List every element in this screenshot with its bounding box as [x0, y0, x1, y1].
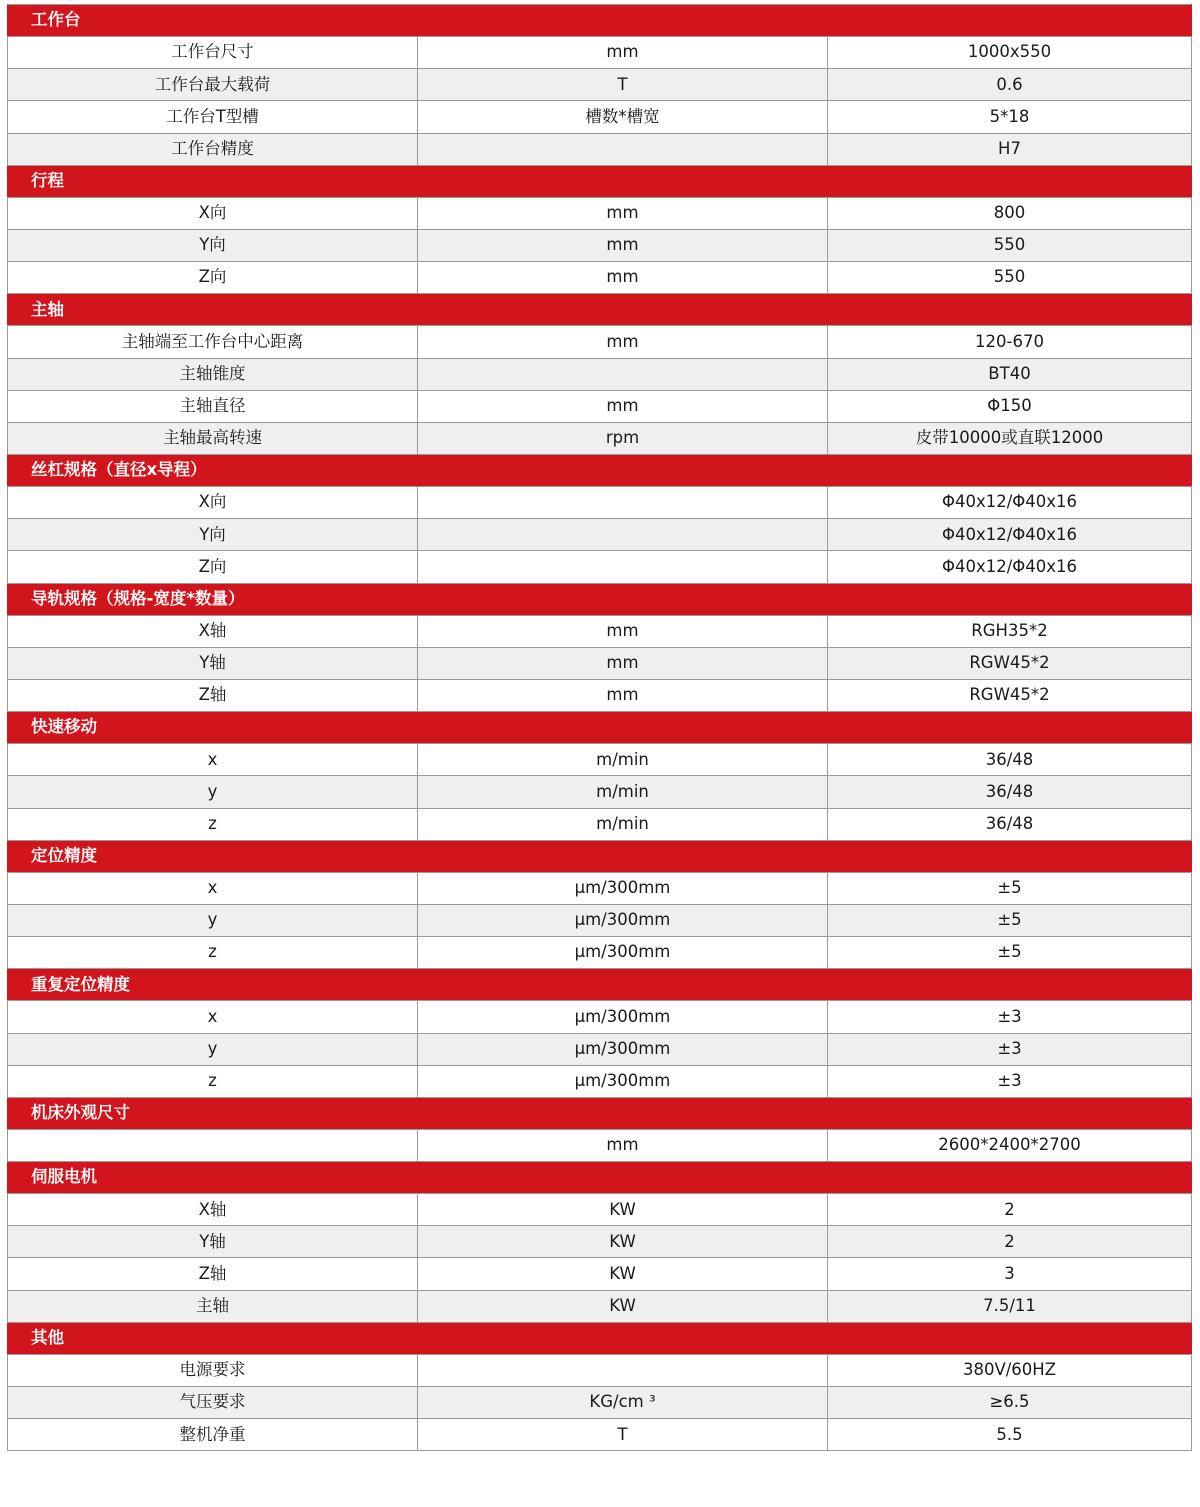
- table-row: [8, 390, 1192, 422]
- unit-cell: μm/300mm: [418, 904, 828, 936]
- param-name-cell: 主轴直径: [8, 390, 418, 422]
- param-name-cell: 主轴: [8, 1290, 418, 1322]
- section-title: 丝杠规格（直径x导程）: [8, 454, 1192, 486]
- table-row: [8, 1194, 1192, 1226]
- table-row: [8, 1129, 1192, 1161]
- param-name-cell: 主轴锥度: [8, 358, 418, 390]
- section-title: 快速移动: [8, 712, 1192, 744]
- value-cell: ±5: [828, 872, 1192, 904]
- table-row: [8, 1065, 1192, 1097]
- param-name-cell: y: [8, 776, 418, 808]
- section-header: [8, 969, 1192, 1001]
- param-name-cell: X向: [8, 197, 418, 229]
- unit-cell: μm/300mm: [418, 937, 828, 969]
- unit-cell: m/min: [418, 744, 828, 776]
- table-row: [8, 551, 1192, 583]
- unit-cell: KW: [418, 1290, 828, 1322]
- param-name-cell: y: [8, 1033, 418, 1065]
- param-name-cell: Z轴: [8, 1258, 418, 1290]
- table-row: [8, 904, 1192, 936]
- param-name-cell: 工作台T型槽: [8, 101, 418, 133]
- table-row: [8, 422, 1192, 454]
- param-name-cell: Y向: [8, 519, 418, 551]
- value-cell: ±3: [828, 1001, 1192, 1033]
- table-row: [8, 615, 1192, 647]
- value-cell: 3: [828, 1258, 1192, 1290]
- param-name-cell: 工作台最大载荷: [8, 69, 418, 101]
- param-name-cell: x: [8, 1001, 418, 1033]
- param-name-cell: x: [8, 744, 418, 776]
- param-name-cell: x: [8, 872, 418, 904]
- param-name-cell: X向: [8, 487, 418, 519]
- unit-cell: mm: [418, 615, 828, 647]
- table-row: [8, 1033, 1192, 1065]
- value-cell: H7: [828, 133, 1192, 165]
- spec-table: [7, 4, 1192, 1451]
- value-cell: 120-670: [828, 326, 1192, 358]
- table-row: [8, 1001, 1192, 1033]
- value-cell: 36/48: [828, 808, 1192, 840]
- param-name-cell: z: [8, 1065, 418, 1097]
- section-title: 其他: [8, 1322, 1192, 1354]
- table-row: [8, 937, 1192, 969]
- value-cell: 5*18: [828, 101, 1192, 133]
- param-name-cell: Y向: [8, 229, 418, 261]
- unit-cell: mm: [418, 390, 828, 422]
- section-header: [8, 1097, 1192, 1129]
- value-cell: 0.6: [828, 69, 1192, 101]
- table-row: [8, 69, 1192, 101]
- param-name-cell: 主轴端至工作台中心距离: [8, 326, 418, 358]
- unit-cell: rpm: [418, 422, 828, 454]
- unit-cell: mm: [418, 326, 828, 358]
- unit-cell: KW: [418, 1226, 828, 1258]
- table-row: [8, 1419, 1192, 1451]
- section-title: 主轴: [8, 294, 1192, 326]
- section-title: 导轨规格（规格-宽度*数量）: [8, 583, 1192, 615]
- value-cell: 2: [828, 1226, 1192, 1258]
- value-cell: Φ40x12/Φ40x16: [828, 487, 1192, 519]
- unit-cell: [418, 1354, 828, 1386]
- table-row: [8, 358, 1192, 390]
- table-row: [8, 1354, 1192, 1386]
- table-row: [8, 808, 1192, 840]
- param-name-cell: y: [8, 904, 418, 936]
- value-cell: ±5: [828, 904, 1192, 936]
- section-title: 重复定位精度: [8, 969, 1192, 1001]
- unit-cell: mm: [418, 197, 828, 229]
- value-cell: RGH35*2: [828, 615, 1192, 647]
- section-header: [8, 165, 1192, 197]
- section-header: [8, 712, 1192, 744]
- table-row: [8, 1226, 1192, 1258]
- value-cell: 2: [828, 1194, 1192, 1226]
- param-name-cell: 工作台精度: [8, 133, 418, 165]
- unit-cell: mm: [418, 229, 828, 261]
- table-row: [8, 37, 1192, 69]
- table-row: [8, 872, 1192, 904]
- param-name-cell: z: [8, 808, 418, 840]
- table-row: [8, 647, 1192, 679]
- value-cell: Φ40x12/Φ40x16: [828, 519, 1192, 551]
- value-cell: BT40: [828, 358, 1192, 390]
- param-name-cell: 工作台尺寸: [8, 37, 418, 69]
- unit-cell: [418, 358, 828, 390]
- value-cell: 皮带10000或直联12000: [828, 422, 1192, 454]
- table-row: [8, 101, 1192, 133]
- section-title: 工作台: [8, 5, 1192, 37]
- unit-cell: [418, 133, 828, 165]
- unit-cell: [418, 487, 828, 519]
- table-row: [8, 229, 1192, 261]
- param-name-cell: 整机净重: [8, 1419, 418, 1451]
- param-name-cell: Z轴: [8, 679, 418, 711]
- value-cell: ±3: [828, 1065, 1192, 1097]
- table-row: [8, 326, 1192, 358]
- param-name-cell: Z向: [8, 551, 418, 583]
- value-cell: 800: [828, 197, 1192, 229]
- section-header: [8, 294, 1192, 326]
- param-name-cell: 气压要求: [8, 1387, 418, 1419]
- value-cell: ≥6.5: [828, 1387, 1192, 1419]
- unit-cell: m/min: [418, 808, 828, 840]
- section-header: [8, 1322, 1192, 1354]
- value-cell: 7.5/11: [828, 1290, 1192, 1322]
- unit-cell: [418, 551, 828, 583]
- param-name-cell: 主轴最高转速: [8, 422, 418, 454]
- value-cell: RGW45*2: [828, 679, 1192, 711]
- table-row: [8, 744, 1192, 776]
- param-name-cell: Y轴: [8, 647, 418, 679]
- table-row: [8, 197, 1192, 229]
- table-row: [8, 262, 1192, 294]
- param-name-cell: z: [8, 937, 418, 969]
- unit-cell: μm/300mm: [418, 1001, 828, 1033]
- table-row: [8, 487, 1192, 519]
- value-cell: 1000x550: [828, 37, 1192, 69]
- unit-cell: m/min: [418, 776, 828, 808]
- section-title: 行程: [8, 165, 1192, 197]
- section-header: [8, 1162, 1192, 1194]
- unit-cell: T: [418, 1419, 828, 1451]
- unit-cell: [418, 519, 828, 551]
- param-name-cell: 电源要求: [8, 1354, 418, 1386]
- section-header: [8, 5, 1192, 37]
- section-title: 机床外观尺寸: [8, 1097, 1192, 1129]
- param-name-cell: [8, 1129, 418, 1161]
- param-name-cell: Y轴: [8, 1226, 418, 1258]
- value-cell: 380V/60HZ: [828, 1354, 1192, 1386]
- value-cell: ±5: [828, 937, 1192, 969]
- unit-cell: μm/300mm: [418, 872, 828, 904]
- unit-cell: KW: [418, 1194, 828, 1226]
- table-row: [8, 776, 1192, 808]
- table-row: [8, 1387, 1192, 1419]
- unit-cell: KG/cm ³: [418, 1387, 828, 1419]
- table-row: [8, 133, 1192, 165]
- value-cell: 36/48: [828, 744, 1192, 776]
- value-cell: 550: [828, 229, 1192, 261]
- table-row: [8, 1258, 1192, 1290]
- value-cell: 36/48: [828, 776, 1192, 808]
- value-cell: Φ150: [828, 390, 1192, 422]
- value-cell: 5.5: [828, 1419, 1192, 1451]
- value-cell: ±3: [828, 1033, 1192, 1065]
- section-header: [8, 840, 1192, 872]
- unit-cell: mm: [418, 37, 828, 69]
- value-cell: RGW45*2: [828, 647, 1192, 679]
- table-row: [8, 1290, 1192, 1322]
- table-row: [8, 679, 1192, 711]
- table-row: [8, 519, 1192, 551]
- value-cell: 2600*2400*2700: [828, 1129, 1192, 1161]
- unit-cell: T: [418, 69, 828, 101]
- value-cell: Φ40x12/Φ40x16: [828, 551, 1192, 583]
- section-title: 伺服电机: [8, 1162, 1192, 1194]
- unit-cell: KW: [418, 1258, 828, 1290]
- unit-cell: mm: [418, 262, 828, 294]
- param-name-cell: X轴: [8, 615, 418, 647]
- unit-cell: μm/300mm: [418, 1065, 828, 1097]
- param-name-cell: Z向: [8, 262, 418, 294]
- unit-cell: mm: [418, 647, 828, 679]
- unit-cell: μm/300mm: [418, 1033, 828, 1065]
- spec-table-body: [8, 5, 1192, 1451]
- param-name-cell: X轴: [8, 1194, 418, 1226]
- section-header: [8, 454, 1192, 486]
- unit-cell: mm: [418, 1129, 828, 1161]
- section-header: [8, 583, 1192, 615]
- unit-cell: 槽数*槽宽: [418, 101, 828, 133]
- value-cell: 550: [828, 262, 1192, 294]
- section-title: 定位精度: [8, 840, 1192, 872]
- unit-cell: mm: [418, 679, 828, 711]
